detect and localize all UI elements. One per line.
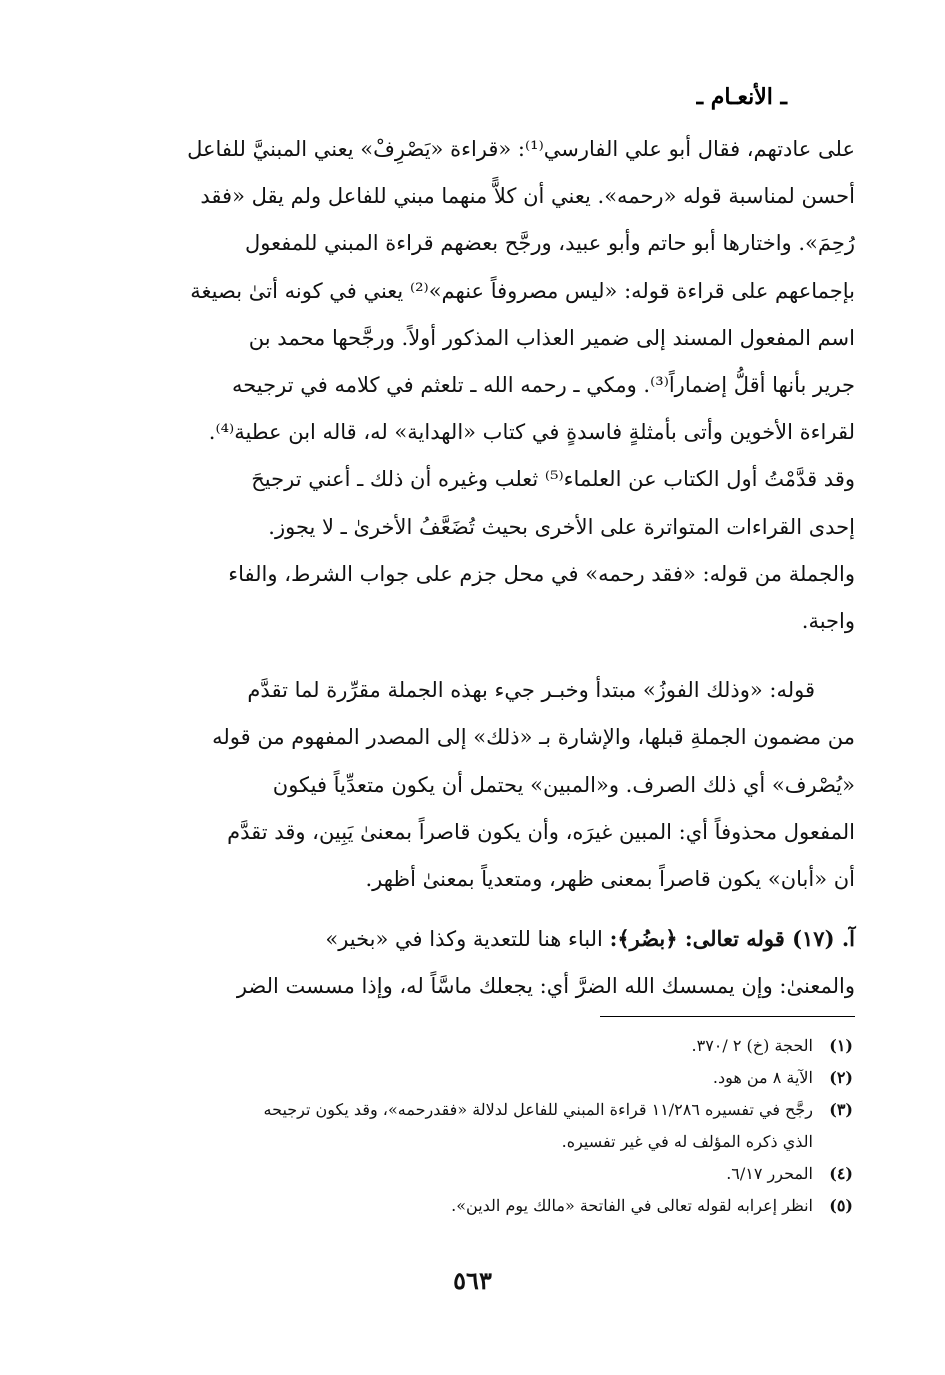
text-line: من مضمون الجملةِ قبلها، والإشارة بـ «ذلك» إلى المصدر المفهوم من قوله <box>212 725 855 750</box>
text-line: المفعول محذوفاً أي: المبين غيرَه، وأن يكون قاصراً بمعنىٰ يَبِين، وقد تقدَّم <box>227 819 855 844</box>
text-line: لقراءة الأخوين وأتى بأمثلةٍ فاسدةٍ في كتاب «الهداية» له، قاله ابن عطية⁽⁴⁾. <box>208 420 855 445</box>
text-line: إحدى القراءات المتواترة على الأخرى بحيث تُضَعَّفُ الأخرىٰ ـ لا يجوز. <box>268 514 855 539</box>
text-line: بإجماعهم على قراءة قوله: «ليس مصروفاً عنهم»⁽²⁾ يعني في كونه أتىٰ بصيغة <box>190 278 855 303</box>
text-line: على عادتهم، فقال أبو علي الفارسي⁽¹⁾: «قراءة «يَصْرِفْ» يعني المبنيَّ للفاعل <box>187 137 855 161</box>
footnote <box>92 1158 853 1190</box>
paragraph-gap <box>90 903 855 915</box>
text-line: والمعنىٰ: وإن يمسسك الله الضرَّ أي: يجعلك ماسَّاً له، وإذا مسست الضر <box>236 974 855 999</box>
text-line: والجملة من قوله: «فقد رحمه» في محل جزم على جواب الشرط، والفاء <box>228 561 855 586</box>
footnote <box>92 1094 853 1126</box>
text-line: رُحِمَ». واختارها أبو حاتم وأبو عبيد، ورجَّح بعضهم قراءة المبني للمفعول <box>245 231 855 256</box>
text-line: قوله: «وذلك الفوزُ» مبتدأ وخبـر جيء بهذه الجملة مقرِّرة لما تقدَّم <box>247 678 815 703</box>
footnote <box>92 1030 853 1062</box>
footnote-text: رجَّح في تفسيره ١١/٢٨٦ قراءة المبني للفاعل لدلالة «فقدرحمه»، وقد يكون ترجيحه <box>263 1100 813 1119</box>
footnote-number: (٣) <box>829 1100 853 1119</box>
verse-reference: آ. (١٧) قوله تعالى: ﴿بضُر﴾: <box>609 926 855 952</box>
text-line: أحسن لمناسبة قوله «رحمه». يعني أن كلاًّ منهما مبني للفاعل ولم يقل «فقد <box>200 184 855 209</box>
footnotes <box>92 1030 853 1222</box>
footnote-number: (٤) <box>829 1164 853 1183</box>
footnote-text: الآية ٨ من هود. <box>712 1068 813 1087</box>
text-line: واجبة. <box>801 609 855 634</box>
text-line: «يُصْرف» أي ذلك الصرف. و«المبين» يحتمل أن يكون متعدِّياً فيكون <box>272 772 855 797</box>
paragraph-1 <box>90 126 855 645</box>
text-line: أن «أبان» يكون قاصراً بمعنى ظهر، ومتعدياً بمعنىٰ أظهر. <box>365 867 855 892</box>
footnote-text: الحجة (خ) ٢ /٣٧٠. <box>691 1036 813 1055</box>
footnote-separator <box>600 1016 855 1017</box>
verse-commentary: الباء هنا للتعدية وكذا في «بخير» <box>325 927 603 952</box>
page-number: ٥٦٣ <box>453 1266 492 1295</box>
footnote-number: (٥) <box>829 1196 853 1215</box>
footnote-text: المحرر ٦/١٧. <box>726 1164 813 1183</box>
text-line: جرير بأنها أقلُّ إضماراً⁽³⁾. ومكي ـ رحمه الله ـ تلعثم في كلامه في ترجيحه <box>231 373 855 398</box>
paragraph-3 <box>90 915 855 1010</box>
footnote-number: (٢) <box>829 1068 853 1087</box>
text-line <box>90 915 855 963</box>
text-line: اسم المفعول المسند إلى ضمير العذاب المذكور أولاً. ورجَّحها محمد بن <box>248 325 855 350</box>
footnote-text: انظر إعرابه لقوله تعالى في الفاتحة «مالك يوم الدين». <box>451 1196 813 1215</box>
text-line: وقد قدَّمْتُ أول الكتاب عن العلماء⁽⁵⁾ ثعلب وغيره أن ذلك ـ أعني ترجيحَ <box>251 467 855 492</box>
footnote <box>92 1062 853 1094</box>
body-text <box>90 126 855 1011</box>
paragraph-2 <box>90 667 855 903</box>
running-header: ـ الأنعـام ـ <box>696 84 787 110</box>
footnote-number: (١) <box>829 1036 853 1055</box>
footnote-continuation: الذي ذكره المؤلف له في غير تفسيره. <box>561 1132 813 1151</box>
paragraph-gap <box>90 645 855 667</box>
footnote <box>92 1190 853 1222</box>
